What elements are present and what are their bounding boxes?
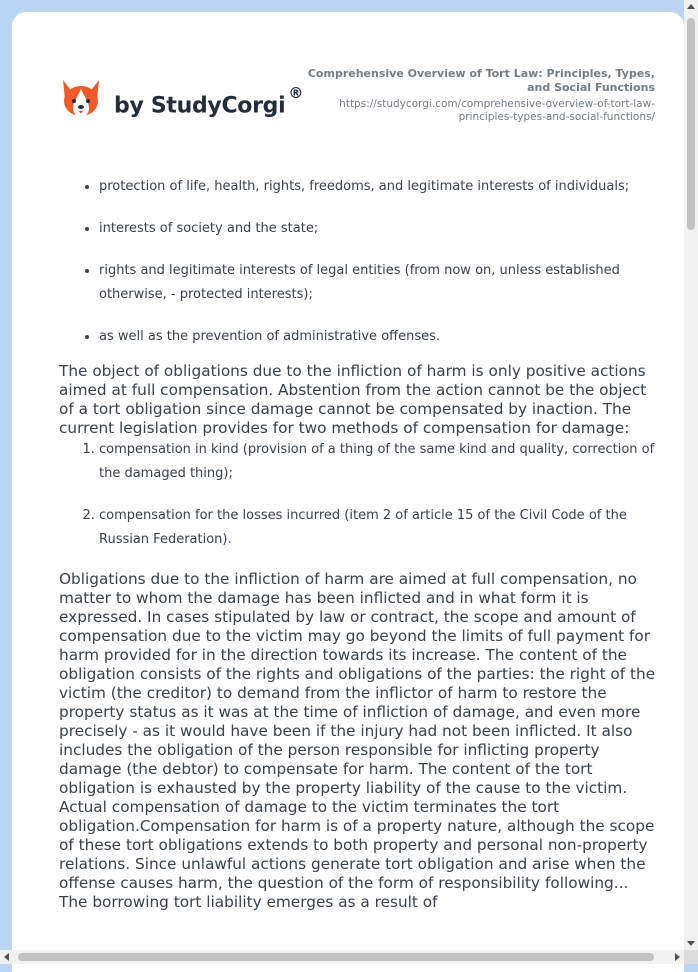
list-item: • interests of society and the state; — [99, 217, 659, 241]
studycorgi-logo[interactable] — [60, 76, 303, 120]
corgi-icon — [60, 76, 102, 120]
list-item: • protection of life, health, rights, freedoms, and legitimate interests of individuals; — [99, 175, 659, 199]
list-item: 1. compensation in kind (provision of a thing of the same kind and quality, correction of the damaged thing); — [99, 438, 659, 486]
document-title: Comprehensive Overview of Tort Law: Principles, Types, and Social Functions — [307, 67, 655, 94]
paragraph: Obligations due to the infliction of harm are aimed at full compensation, no matter to whom the damage has been inflicted and in what form it is expressed. In cases stipulated by law or contract, the scope and amount of compensation due to the victim may go beyond the limits of full payment for harm provided for in the direction towards its increase. The content of the obligation consists of the rights and obligations of the parties: the right of the victim (the creditor) to demand from the inflictor of harm to restore the property status as it was at the time of infliction of damage, and even more precisely - as it would have been if the injury had not been inflicted. It also includes the obligation of the person responsible for inflicting property damage (the debtor) to compensate for harm. The content of the tort obligation is exhausted by the property liability of the cause to the victim. Actual compensation of damage to the victim terminates the tort obligation.Compensation for harm is of a property nature, although the scope of these tort obligations extends to both property and personal non-property relations. Since unlawful actions generate tort obligation and arise when the offense causes harm, the question of the form of responsibility following... The borrowing tort liability emerges as a result of — [59, 570, 656, 911]
paragraph: The object of obligations due to the infliction of harm is only positive actions aimed at full compensation. Abstention from the action cannot be the object of a tort obligation since damage cannot be compensated by inaction. The current legislation provides for two methods of compensation for damage: — [59, 362, 647, 437]
list-item: 2. compensation for the losses incurred (item 2 of article 15 of the Civil Code of the Russian Federation). — [99, 504, 659, 552]
document-meta — [295, 67, 655, 124]
scrollbar-corner — [684, 950, 698, 964]
scroll-right-arrow-icon[interactable] — [675, 953, 680, 961]
bullet-list — [59, 175, 659, 349]
horizontal-scrollbar[interactable] — [0, 950, 684, 964]
scroll-up-arrow-icon[interactable] — [687, 4, 695, 9]
numbered-list — [59, 438, 659, 552]
document-body — [59, 175, 659, 912]
list-item: • as well as the prevention of administrative offenses. — [99, 325, 659, 349]
vertical-scrollbar[interactable] — [684, 0, 698, 964]
list-item: • rights and legitimate interests of legal entities (from now on, unless established otherwise, - protected interests); — [99, 259, 659, 307]
scroll-down-arrow-icon[interactable] — [687, 941, 695, 946]
document-url[interactable]: https://studycorgi.com/comprehensive-overview-of-tort-law-principles-types-and-social-functions/ — [339, 98, 655, 123]
horizontal-scroll-thumb[interactable] — [18, 953, 654, 961]
scroll-left-arrow-icon[interactable] — [4, 953, 9, 961]
document-page — [12, 12, 684, 972]
vertical-scroll-thumb[interactable] — [687, 18, 695, 230]
brand-name: by StudyCorgi® — [114, 83, 304, 119]
